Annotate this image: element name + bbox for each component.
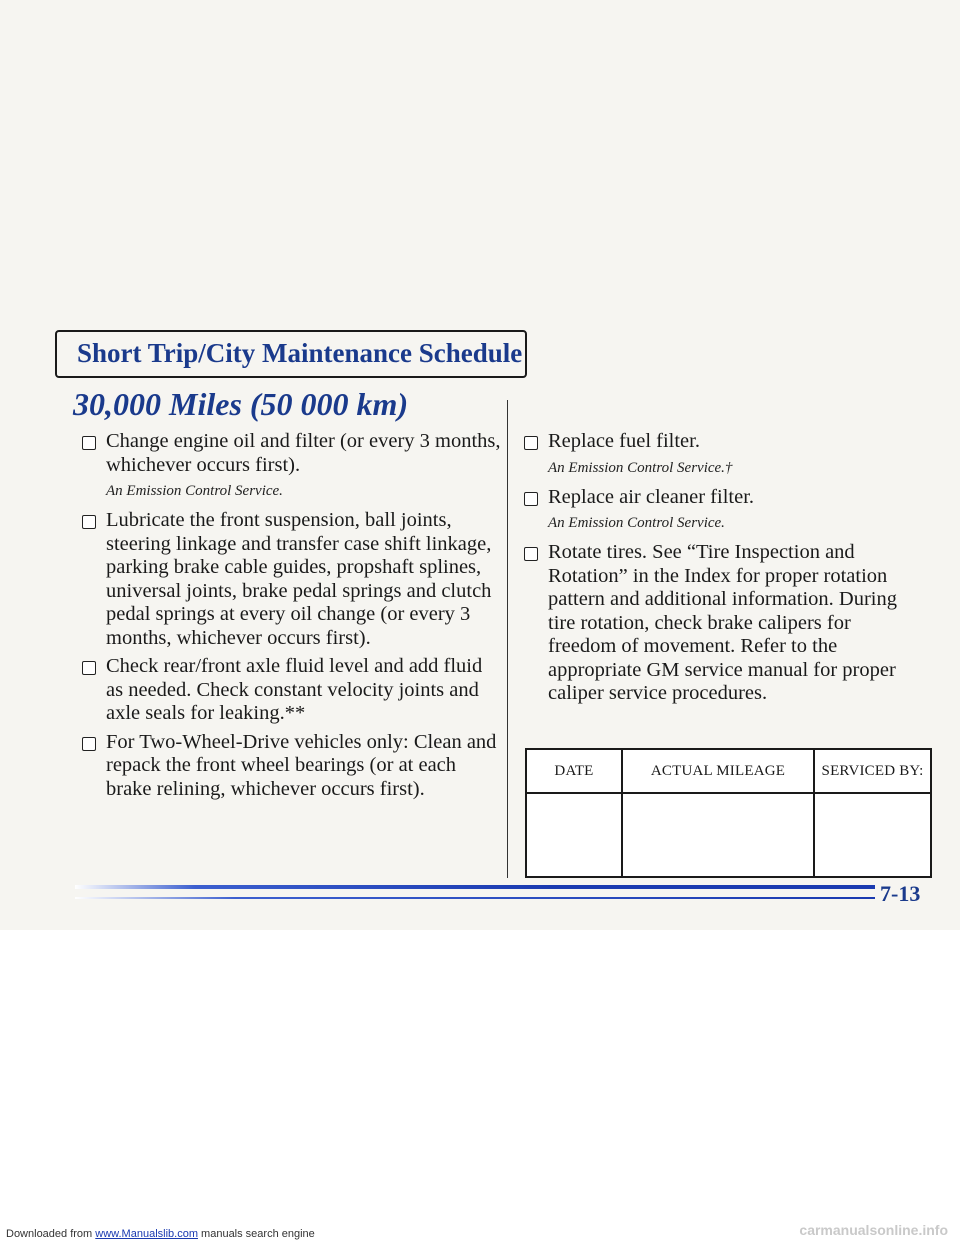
table-header-row bbox=[526, 749, 931, 793]
schedule-title: Short Trip/City Maintenance Schedule bbox=[77, 338, 523, 368]
mileage-heading: 30,000 Miles (50 000 km) bbox=[73, 386, 409, 422]
site-watermark: carmanualsonline.info bbox=[799, 1222, 948, 1238]
right-column bbox=[524, 430, 924, 711]
checkbox-icon[interactable] bbox=[524, 547, 538, 561]
checkbox-icon[interactable] bbox=[82, 515, 96, 529]
checkbox-icon[interactable] bbox=[82, 661, 96, 675]
checklist-item-text: For Two-Wheel-Drive vehicles only: Clean and repack the front wheel bearings (or at each brake relining, whichever occurs first). bbox=[106, 730, 497, 800]
footer-rule-thin bbox=[75, 897, 875, 899]
serviced-by-header: SERVICED BY: bbox=[814, 749, 931, 793]
serviced-by-cell[interactable] bbox=[814, 793, 931, 877]
checklist-item bbox=[524, 541, 924, 706]
checkbox-icon[interactable] bbox=[82, 436, 96, 450]
checklist-item-text: Replace fuel filter. bbox=[548, 430, 700, 452]
footer-rule bbox=[75, 885, 875, 889]
checklist-item bbox=[524, 486, 924, 510]
checklist-item bbox=[524, 430, 924, 454]
manualslib-link[interactable]: www.Manualslib.com bbox=[95, 1228, 198, 1240]
banner-suffix: manuals search engine bbox=[201, 1228, 315, 1240]
emission-note: An Emission Control Service. bbox=[548, 515, 725, 531]
page-number: 7-13 bbox=[880, 881, 921, 906]
column-divider bbox=[507, 400, 508, 878]
checklist-item bbox=[82, 731, 502, 802]
actual-mileage-header: ACTUAL MILEAGE bbox=[622, 749, 814, 793]
table-row bbox=[526, 793, 931, 877]
service-log-table bbox=[525, 748, 932, 878]
checkbox-icon[interactable] bbox=[524, 436, 538, 450]
checkbox-icon[interactable] bbox=[82, 737, 96, 751]
schedule-title-box bbox=[55, 330, 527, 378]
checklist-item-text: Rotate tires. See “Tire Inspection and Rotation” in the Index for proper rotation pattern and additional information. During tire rotation, check brake calipers for freedom of movement. Refer to the appropriate GM service manual for proper caliper service procedures. bbox=[548, 541, 897, 704]
checklist-item bbox=[82, 509, 502, 650]
emission-note: An Emission Control Service.† bbox=[548, 459, 733, 476]
checklist-item-text: Check rear/front axle fluid level and add fluid as needed. Check constant velocity joints and axle seals for leaking.** bbox=[106, 655, 483, 724]
banner-prefix: Downloaded from bbox=[6, 1228, 93, 1240]
emission-note: An Emission Control Service. bbox=[106, 483, 283, 499]
checklist-item bbox=[82, 655, 502, 726]
checkbox-icon[interactable] bbox=[524, 492, 538, 506]
checklist-item-text: Change engine oil and filter (or every 3 months, whichever occurs first). bbox=[106, 430, 501, 476]
checklist-item-text: Lubricate the front suspension, ball joints, steering linkage and transfer case shift linkage, parking brake cable guides, propshaft splines, universal joints, brake pedal springs and clutch pedal springs at every oil change (or every 3 months, whichever occurs first). bbox=[106, 509, 492, 649]
date-cell[interactable] bbox=[526, 793, 622, 877]
checklist-item bbox=[82, 430, 502, 477]
download-banner bbox=[6, 1228, 315, 1240]
mileage-cell[interactable] bbox=[622, 793, 814, 877]
left-column bbox=[82, 430, 502, 806]
date-header: DATE bbox=[526, 749, 622, 793]
checklist-item-text: Replace air cleaner filter. bbox=[548, 485, 755, 508]
